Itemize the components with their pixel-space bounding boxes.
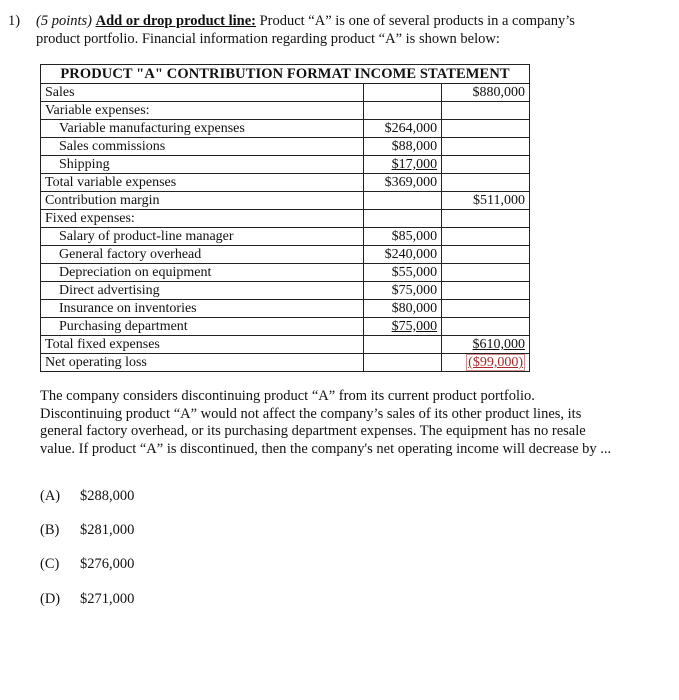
option-value: $276,000 xyxy=(80,556,135,572)
row-right xyxy=(442,210,530,228)
row-right xyxy=(442,228,530,246)
statement-title: PRODUCT "A" CONTRIBUTION FORMAT INCOME STATEMENT xyxy=(41,65,530,84)
row-label: Total fixed expenses xyxy=(41,336,364,354)
row-label: Variable manufacturing expenses xyxy=(41,120,364,138)
row-label: Salary of product-line manager xyxy=(41,228,364,246)
table-row xyxy=(41,264,530,282)
row-label: Insurance on inventories xyxy=(41,300,364,318)
row-mid xyxy=(364,84,442,102)
table-row xyxy=(41,228,530,246)
question-number: 1) xyxy=(8,13,21,29)
row-label: Shipping xyxy=(41,156,364,174)
row-label: Direct advertising xyxy=(41,282,364,300)
row-label: Net operating loss xyxy=(41,354,364,372)
row-mid: $80,000 xyxy=(364,300,442,318)
table-row xyxy=(41,246,530,264)
row-mid: $75,000 xyxy=(364,282,442,300)
row-mid: $17,000 xyxy=(391,157,438,172)
row-mid xyxy=(364,102,442,120)
points-label: (5 points) xyxy=(36,13,92,29)
option-label: (D) xyxy=(40,591,61,607)
option-d xyxy=(40,590,134,608)
row-right: $610,000 xyxy=(472,337,525,352)
table-row xyxy=(41,210,530,228)
table-row xyxy=(41,300,530,318)
row-right xyxy=(442,246,530,264)
row-right xyxy=(442,174,530,192)
intro-line-1: Product “A” is one of several products in a company’s xyxy=(255,13,575,29)
row-mid: $240,000 xyxy=(364,246,442,264)
row-label: Contribution margin xyxy=(41,192,364,210)
row-mid xyxy=(364,336,442,354)
row-right xyxy=(442,120,530,138)
row-right xyxy=(442,264,530,282)
row-label: Fixed expenses: xyxy=(41,210,364,228)
option-label: (B) xyxy=(40,522,60,538)
row-mid: $264,000 xyxy=(364,120,442,138)
row-label: Total variable expenses xyxy=(41,174,364,192)
table-row xyxy=(41,84,530,102)
table-row xyxy=(41,336,530,354)
income-statement-table xyxy=(40,64,530,372)
table-row xyxy=(41,156,530,174)
option-value: $288,000 xyxy=(80,488,135,504)
table-row xyxy=(41,120,530,138)
row-right xyxy=(442,318,530,336)
table-row xyxy=(41,192,530,210)
row-label: Sales commissions xyxy=(41,138,364,156)
row-mid: $55,000 xyxy=(364,264,442,282)
row-label: Depreciation on equipment xyxy=(41,264,364,282)
topic-heading: Add or drop product line: xyxy=(95,13,256,29)
row-mid: $75,000 xyxy=(391,319,438,334)
option-label: (C) xyxy=(40,556,60,572)
row-mid xyxy=(364,192,442,210)
question-intro xyxy=(36,12,636,48)
row-mid: $85,000 xyxy=(364,228,442,246)
row-right xyxy=(442,300,530,318)
row-label: General factory overhead xyxy=(41,246,364,264)
row-label: Variable expenses: xyxy=(41,102,364,120)
row-right: $880,000 xyxy=(442,84,530,102)
scenario-paragraph: The company considers discontinuing product “A” from its current product portfolio. Discontinuing product “A” would not affect the company’s sales of its other product lines, its general factory overhead, or its purchasing department expenses. The equipment has no resale value. If product “A” is discontinued, then the company's net operating income will decrease by ... xyxy=(40,388,612,457)
option-value: $271,000 xyxy=(80,591,135,607)
row-mid xyxy=(364,354,442,372)
intro-line-2: product portfolio. Financial information regarding product “A” is shown below: xyxy=(36,31,500,47)
row-label: Purchasing department xyxy=(41,318,364,336)
option-b xyxy=(40,521,134,539)
table-row xyxy=(41,282,530,300)
row-right xyxy=(442,138,530,156)
net-loss-value: ($99,000) xyxy=(468,355,523,370)
option-c xyxy=(40,555,134,573)
row-right xyxy=(442,102,530,120)
option-value: $281,000 xyxy=(80,522,135,538)
option-label: (A) xyxy=(40,488,61,504)
row-mid xyxy=(364,210,442,228)
table-row xyxy=(41,174,530,192)
row-right xyxy=(442,156,530,174)
row-right: $511,000 xyxy=(442,192,530,210)
row-mid: $88,000 xyxy=(364,138,442,156)
option-a xyxy=(40,487,134,505)
table-row xyxy=(41,138,530,156)
table-row xyxy=(41,318,530,336)
row-mid: $369,000 xyxy=(364,174,442,192)
row-right xyxy=(442,282,530,300)
table-row xyxy=(41,354,530,372)
table-row xyxy=(41,102,530,120)
row-label: Sales xyxy=(41,84,364,102)
